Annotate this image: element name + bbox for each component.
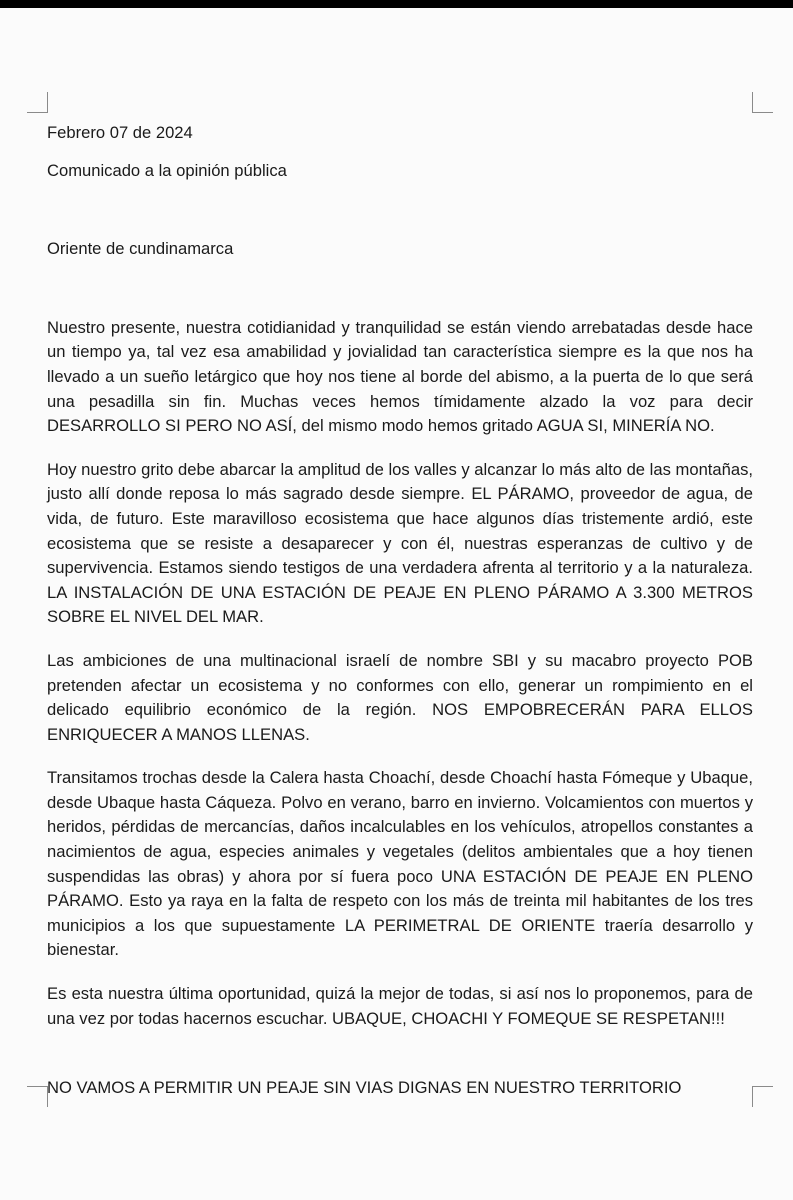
body-paragraph: Las ambiciones de una multinacional israelí de nombre SBI y su macabro proyecto POB pretenden afectar un ecosistema y no conformes con ello, generar un rompimiento en el delicado equilibrio económico de la región. NOS EMPOBRECERÁN PARA ELLOS ENRIQUECER A MANOS LLENAS. [47,650,753,744]
margin-corner-mark [27,92,48,113]
document-region: Oriente de cundinamarca [47,239,234,259]
margin-corner-mark [27,1086,48,1107]
closing-statement: NO VAMOS A PERMITIR UN PEAJE SIN VIAS DIGNAS EN NUESTRO TERRITORIO [47,1078,682,1098]
margin-corner-mark [752,1086,773,1107]
body-paragraph: Es esta nuestra última oportunidad, quizá la mejor de todas, si así nos lo proponemos, para de una vez por todas hacernos escuchar. UBAQUE, CHOACHI Y FOMEQUE SE RESPETAN!!! [47,984,753,1028]
margin-corner-mark [752,92,773,113]
body-paragraph: Nuestro presente, nuestra cotidianidad y tranquilidad se están viendo arrebatadas desde hace un tiempo ya, tal vez esa amabilidad y jovialidad tan característica siempre es la que nos ha llevado a un sueño letárgico que hoy nos tiene al borde del abismo, a la puerta de lo que será una pesadilla sin fin. Muchas veces hemos tímidamente alzado la voz para decir DESARROLLO SI PERO NO ASÍ, del mismo modo hemos gritado AGUA SI, MINERÍA NO. [47,317,753,436]
document-subject: Comunicado a la opinión pública [47,160,287,180]
document-page [0,8,793,1200]
document-body [47,121,753,1101]
document-date: Febrero 07 de 2024 [47,123,193,142]
body-paragraph: Transitamos trochas desde la Calera hasta Choachí, desde Choachí hasta Fómeque y Ubaque, desde Ubaque hasta Cáqueza. Polvo en verano, barro en invierno. Volcamientos con muertos y heridos, pérdidas de mercancías, daños incalculables en los vehículos, atropellos constantes a nacimientos de agua, especies animales y vegetales (delitos ambientales que a hoy tienen suspendidas las obras) y ahora por sí fuera poco UNA ESTACIÓN DE PEAJE EN PLENO PÁRAMO. Esto ya raya en la falta de respeto con los más de treinta mil habitantes de los tres municipios a los que supuestamente LA PERIMETRAL DE ORIENTE traería desarrollo y bienestar. [47,768,753,960]
body-paragraph: Hoy nuestro grito debe abarcar la amplitud de los valles y alcanzar lo más alto de las montañas, justo allí donde reposa lo más sagrado desde siempre. EL PÁRAMO, proveedor de agua, de vida, de futuro. Este maravilloso ecosistema que hace algunos días tristemente ardió, este ecosistema que se resiste a desaparecer y con él, nuestras esperanzas de cultivo y de supervivencia. Estamos siendo testigos de una verdadera afrenta al territorio y a la naturaleza. LA INSTALACIÓN DE UNA ESTACIÓN DE PEAJE EN PLENO PÁRAMO A 3.300 METROS SOBRE EL NIVEL DEL MAR. [47,459,753,627]
